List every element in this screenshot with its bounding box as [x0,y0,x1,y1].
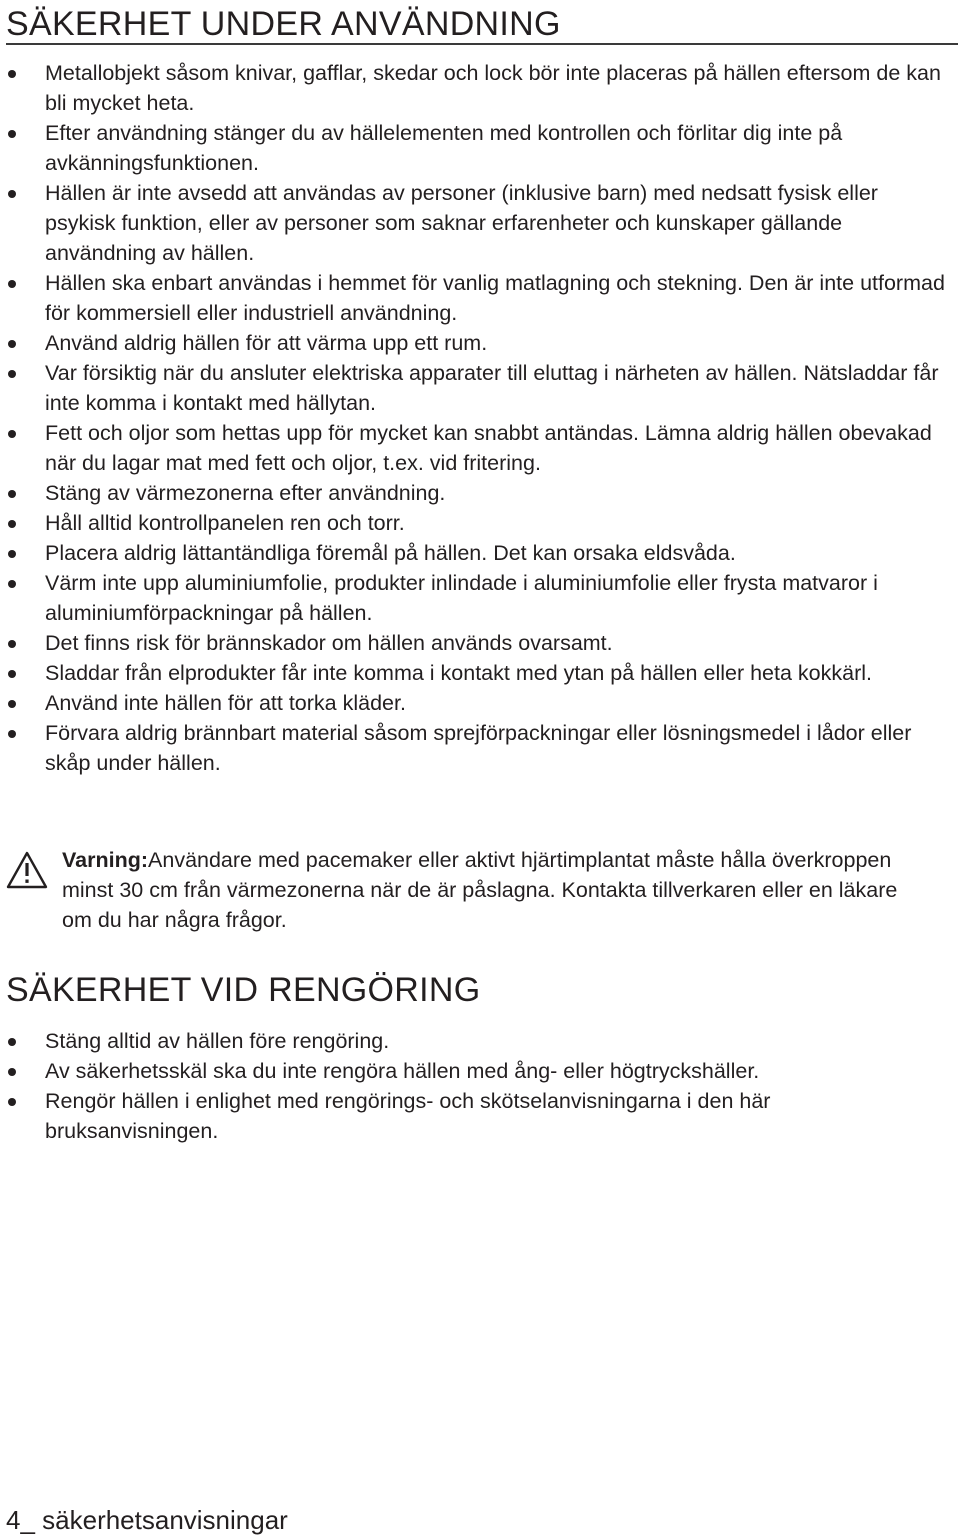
list-item [0,508,945,538]
bullet-icon [8,130,16,138]
list-item-text: Sladdar från elprodukter får inte komma i kontakt med ytan på hällen eller heta kokkärl. [45,661,872,685]
bullet-icon [8,430,16,438]
bullet-icon [8,730,16,738]
usage-safety-list [0,58,945,778]
warning-triangle-icon [6,851,48,889]
list-item [0,1026,945,1056]
bullet-icon [8,280,16,288]
page-footer: 4_ säkerhetsanvisningar [6,1505,288,1535]
section-title-cleaning: SÄKERHET VID RENGÖRING [6,971,481,1009]
bullet-icon [8,490,16,498]
list-item [0,418,945,478]
list-item [0,628,945,658]
list-item [0,658,945,688]
bullet-icon [8,1038,16,1046]
list-item-text: Hällen är inte avsedd att användas av personer (inklusive barn) med nedsatt fysisk eller psykisk funktion, eller av personer som saknar erfarenheter och kunskaper gällande användning av hällen. [45,181,878,265]
warning-body: Användare med pacemaker eller aktivt hjärtimplantat måste hålla överkroppen minst 30 cm från värmezonerna när de är påslagna. Kontakta tillverkaren eller en läkare om du har några frågor. [62,848,898,932]
bullet-icon [8,700,16,708]
bullet-icon [8,670,16,678]
cleaning-safety-list [0,1026,945,1146]
bullet-icon [8,1098,16,1106]
list-item-text: Av säkerhetsskäl ska du inte rengöra hällen med ång- eller högtryckshäller. [45,1059,760,1083]
section-title-usage: SÄKERHET UNDER ANVÄNDNING [6,5,561,43]
list-item [0,478,945,508]
list-item-text: Efter användning stänger du av hällelementen med kontrollen och förlitar dig inte på avkänningsfunktionen. [45,121,843,175]
list-item-text: Rengör hällen i enlighet med rengörings- och skötselanvisningarna i den här bruksanvisningen. [45,1089,771,1143]
list-item-text: Använd aldrig hällen för att värma upp ett rum. [45,331,488,355]
bullet-icon [8,520,16,528]
list-item-text: Använd inte hällen för att torka kläder. [45,691,406,715]
warning-note [6,845,906,935]
list-item-text: Var försiktig när du ansluter elektriska apparater till eluttag i närheten av hällen. Nätsladdar får inte komma i kontakt med hällytan. [45,361,939,415]
list-item-text: Förvara aldrig brännbart material såsom sprejförpackningar eller lösningsmedel i lådor eller skåp under hällen. [45,721,912,775]
list-item [0,718,945,778]
list-item-text: Fett och oljor som hettas upp för mycket kan snabbt antändas. Lämna aldrig hällen obevakad när du lagar mat med fett och oljor, t.ex. vid fritering. [45,421,932,475]
list-item-text: Metallobjekt såsom knivar, gafflar, skedar och lock bör inte placeras på hällen eftersom de kan bli mycket heta. [45,61,941,115]
list-item [0,568,945,628]
list-item-text: Placera aldrig lättantändliga föremål på hällen. Det kan orsaka eldsvåda. [45,541,736,565]
bullet-icon [8,640,16,648]
bullet-icon [8,1068,16,1076]
list-item [0,688,945,718]
list-item [0,118,945,178]
list-item-text: Värm inte upp aluminiumfolie, produkter inlindade i aluminiumfolie eller frysta matvaror i aluminiumförpackningar på hällen. [45,571,878,625]
list-item [0,328,945,358]
list-item [0,178,945,268]
bullet-icon [8,580,16,588]
list-item-text: Hällen ska enbart användas i hemmet för vanlig matlagning och stekning. Den är inte utformad för kommersiell eller industriell användning. [45,271,945,325]
bullet-icon [8,340,16,348]
list-item [0,1086,945,1146]
bullet-icon [8,70,16,78]
list-item-text: Det finns risk för brännskador om hällen används ovarsamt. [45,631,613,655]
bullet-icon [8,190,16,198]
list-item-text: Håll alltid kontrollpanelen ren och torr. [45,511,405,535]
list-item [0,358,945,418]
bullet-icon [8,370,16,378]
list-item [0,1056,945,1086]
list-item-text: Stäng av värmezonerna efter användning. [45,481,446,505]
warning-label: Varning: [62,848,149,872]
title-divider [6,43,958,45]
list-item-text: Stäng alltid av hällen före rengöring. [45,1029,390,1053]
list-item [0,58,945,118]
warning-text [62,845,906,935]
list-item [0,538,945,568]
list-item [0,268,945,328]
bullet-icon [8,550,16,558]
